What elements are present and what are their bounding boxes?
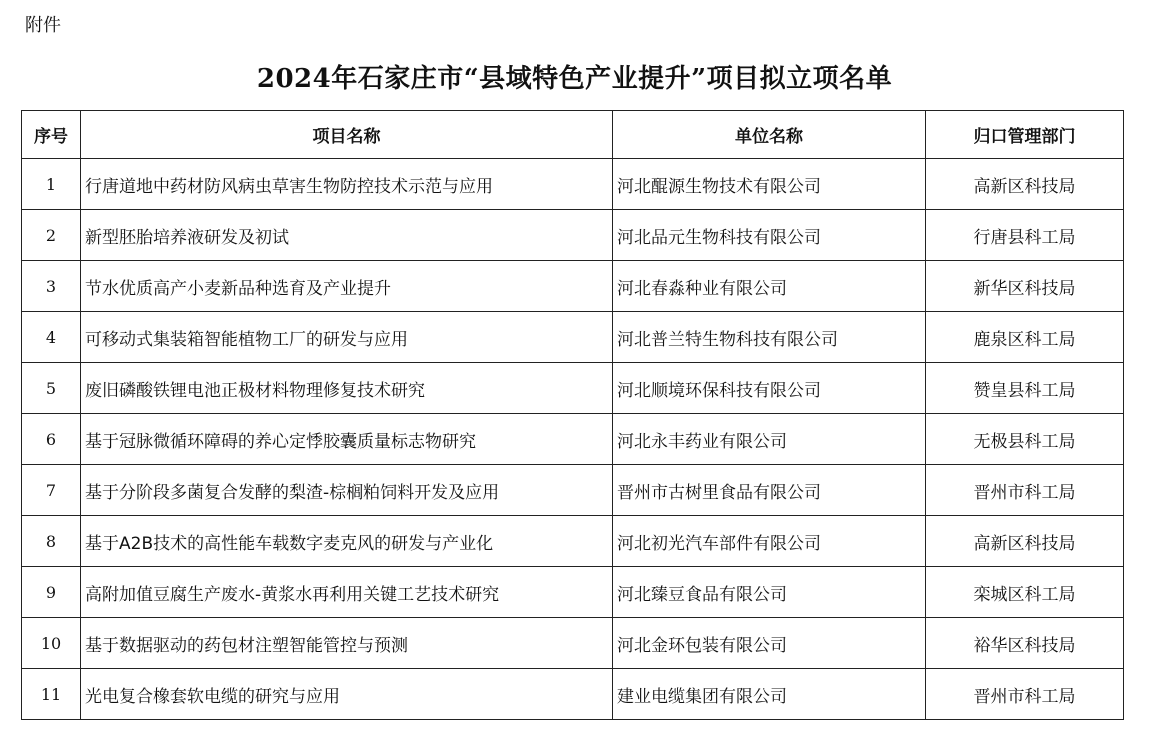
cell-unit-name: 河北金环包装有限公司 <box>613 618 926 669</box>
cell-project-name: 节水优质高产小麦新品种选育及产业提升 <box>81 261 613 312</box>
cell-project-name: 可移动式集装箱智能植物工厂的研发与应用 <box>81 312 613 363</box>
cell-department: 高新区科技局 <box>926 516 1124 567</box>
cell-department: 高新区科技局 <box>926 159 1124 210</box>
cell-project-name: 行唐道地中药材防风病虫草害生物防控技术示范与应用 <box>81 159 613 210</box>
cell-project-name: 新型胚胎培养液研发及初试 <box>81 210 613 261</box>
table-body <box>22 159 1124 720</box>
cell-num: 6 <box>22 414 81 465</box>
column-header-num: 序号 <box>22 111 81 159</box>
cell-num: 1 <box>22 159 81 210</box>
cell-num: 4 <box>22 312 81 363</box>
page-title: 2024年石家庄市“县域特色产业提升”项目拟立项名单 <box>256 64 893 94</box>
project-table <box>21 110 1124 720</box>
table-row <box>22 516 1124 567</box>
cell-project-name: 基于A2B技术的高性能车载数字麦克风的研发与产业化 <box>81 516 613 567</box>
cell-num: 5 <box>22 363 81 414</box>
cell-department: 赞皇县科工局 <box>926 363 1124 414</box>
table-row <box>22 159 1124 210</box>
column-header-dept: 归口管理部门 <box>926 111 1124 159</box>
cell-department: 裕华区科技局 <box>926 618 1124 669</box>
cell-department: 行唐县科工局 <box>926 210 1124 261</box>
cell-unit-name: 晋州市古树里食品有限公司 <box>613 465 926 516</box>
cell-num: 10 <box>22 618 81 669</box>
cell-department: 新华区科技局 <box>926 261 1124 312</box>
cell-unit-name: 河北顺境环保科技有限公司 <box>613 363 926 414</box>
table-row <box>22 669 1124 720</box>
table-row <box>22 465 1124 516</box>
cell-unit-name: 河北品元生物科技有限公司 <box>613 210 926 261</box>
table-row <box>22 261 1124 312</box>
cell-department: 晋州市科工局 <box>926 465 1124 516</box>
cell-num: 11 <box>22 669 81 720</box>
cell-unit-name: 河北春淼种业有限公司 <box>613 261 926 312</box>
table-row <box>22 567 1124 618</box>
cell-project-name: 废旧磷酸铁锂电池正极材料物理修复技术研究 <box>81 363 613 414</box>
cell-project-name: 基于冠脉微循环障碍的养心定悸胶囊质量标志物研究 <box>81 414 613 465</box>
table-row <box>22 363 1124 414</box>
table-row <box>22 414 1124 465</box>
column-header-unit: 单位名称 <box>613 111 926 159</box>
cell-project-name: 光电复合橡套软电缆的研究与应用 <box>81 669 613 720</box>
column-header-project: 项目名称 <box>81 111 613 159</box>
table-header-row <box>22 111 1124 159</box>
attachment-label: 附件 <box>25 15 61 36</box>
table-row <box>22 312 1124 363</box>
cell-project-name: 基于数据驱动的药包材注塑智能管控与预测 <box>81 618 613 669</box>
cell-num: 9 <box>22 567 81 618</box>
cell-department: 栾城区科工局 <box>926 567 1124 618</box>
table-row <box>22 210 1124 261</box>
cell-num: 8 <box>22 516 81 567</box>
cell-project-name: 基于分阶段多菌复合发酵的梨渣-棕榈粕饲料开发及应用 <box>81 465 613 516</box>
cell-num: 2 <box>22 210 81 261</box>
table-row <box>22 618 1124 669</box>
cell-department: 晋州市科工局 <box>926 669 1124 720</box>
cell-unit-name: 建业电缆集团有限公司 <box>613 669 926 720</box>
cell-num: 3 <box>22 261 81 312</box>
cell-unit-name: 河北初光汽车部件有限公司 <box>613 516 926 567</box>
cell-unit-name: 河北醌源生物技术有限公司 <box>613 159 926 210</box>
cell-project-name: 高附加值豆腐生产废水-黄浆水再利用关键工艺技术研究 <box>81 567 613 618</box>
cell-unit-name: 河北普兰特生物科技有限公司 <box>613 312 926 363</box>
cell-num: 7 <box>22 465 81 516</box>
cell-unit-name: 河北永丰药业有限公司 <box>613 414 926 465</box>
cell-department: 鹿泉区科工局 <box>926 312 1124 363</box>
cell-department: 无极县科工局 <box>926 414 1124 465</box>
cell-unit-name: 河北臻豆食品有限公司 <box>613 567 926 618</box>
